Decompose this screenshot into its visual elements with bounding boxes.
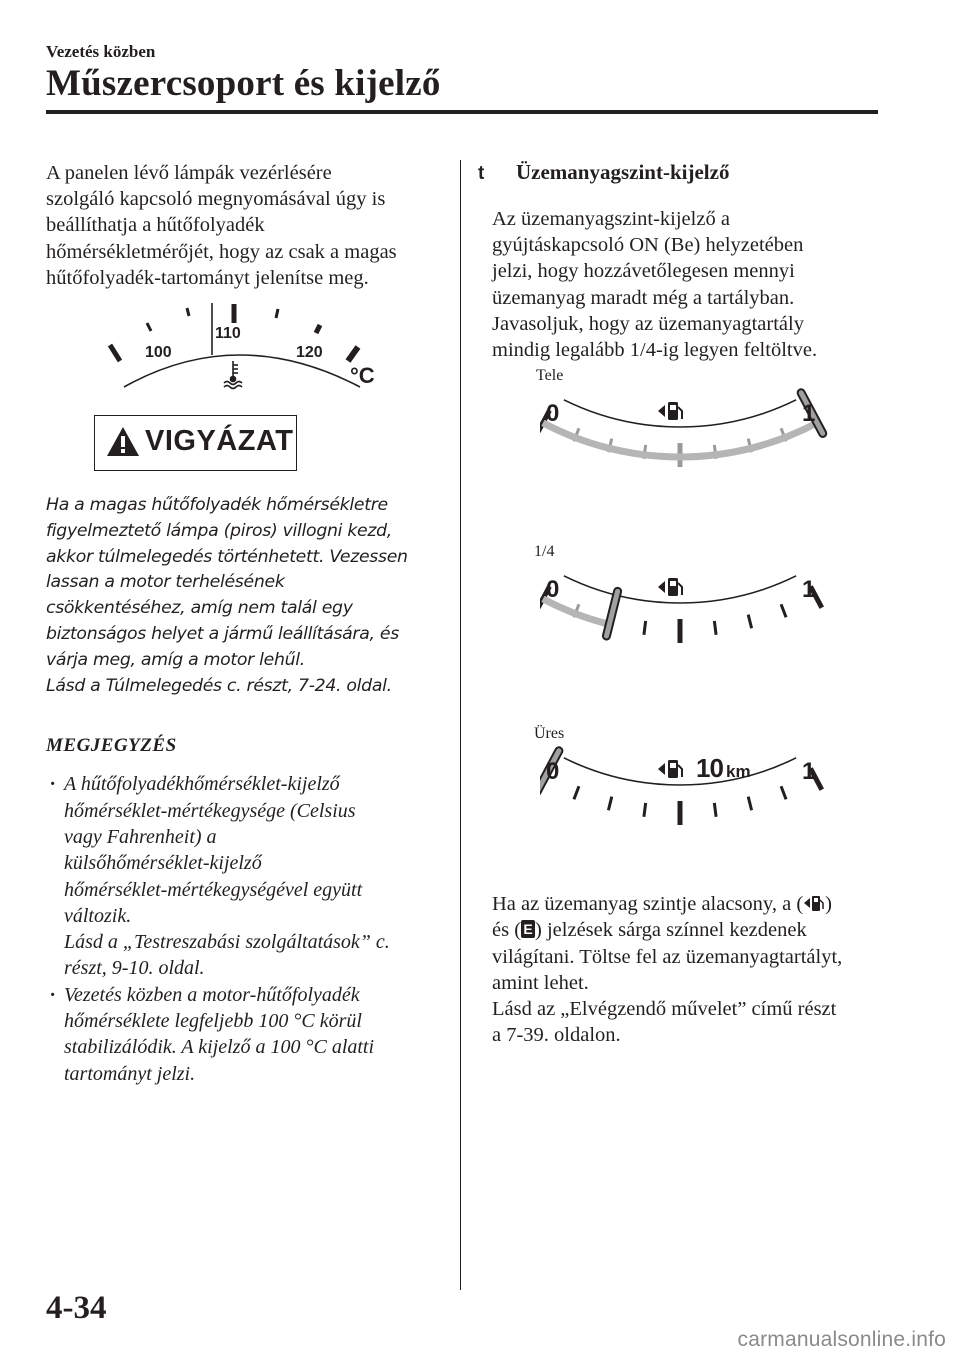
fuel-gauge-full (540, 385, 830, 493)
fuel-icon-window (670, 405, 676, 410)
fuel-gauge-label-full: Tele (536, 367, 564, 385)
note-list (46, 771, 446, 1087)
text-line: biztonságos helyet a jármű leállítására, és (46, 624, 399, 644)
gauge-arc (564, 576, 796, 603)
text-line: Lásd az „Elvégzendő művelet” című részt (492, 998, 837, 1021)
text-line: külsőhőmérséklet-kijelző (64, 852, 262, 875)
fuel-icon-body (668, 760, 678, 778)
fuel-pump-icon (658, 402, 682, 420)
coolant-intro-text (46, 160, 446, 291)
text-line: a 7-39. oldalon. (492, 1024, 621, 1047)
gauge-label-full-mark: 1 (802, 400, 816, 428)
fuel-gauge-label-empty: Üres (534, 725, 565, 743)
gauge-tick (608, 797, 611, 811)
text-line: · Vezetés közben a motor-hűtőfolyadék (64, 983, 360, 1006)
text-line: világítani. Töltse fel az üzemanyagtartályt, (492, 945, 843, 968)
fuel-icon-arrow (658, 763, 665, 775)
right-column (478, 160, 884, 1048)
text-line: szolgáló kapcsoló megnyomásával úgy is (46, 188, 386, 211)
caution-text (46, 493, 446, 699)
text-line: jelzi, hogy hozzávetőlegesen mennyi (492, 260, 795, 283)
fuel-icon-body (668, 578, 678, 596)
watermark: carmanualsonline.info (737, 1328, 946, 1351)
text-line: hőmérséklete legfeljebb 100 °C körül (64, 1010, 362, 1033)
fuel-intro-text (484, 206, 884, 363)
fuel-gauge-quarter (540, 561, 830, 669)
text-line: mindig legalább 1/4-ig legyen feltöltve. (492, 339, 818, 362)
text-line: lassan a motor terhelésének (46, 572, 285, 593)
text-line: beállíthatja a hűtőfolyadék (46, 214, 265, 237)
fuel-icon-window (670, 763, 676, 768)
text-line: akkor túlmelegedés történhetett. Vezessen (46, 546, 408, 567)
text-line: gyújtáskapcsoló ON (Be) helyzetében (492, 234, 804, 257)
text-line: Javasoljuk, hogy az üzemanyagtartály (492, 312, 804, 335)
range-unit: km (726, 762, 751, 782)
gauge-tick (781, 786, 786, 799)
gauge-tick (644, 803, 646, 817)
text-line: hűtőfolyadék-tartományt jelenítse meg. (46, 266, 369, 289)
caution-box (94, 415, 297, 471)
fuel-pump-icon (658, 578, 682, 596)
gauge-arc (564, 758, 796, 785)
gauge-tick (748, 797, 751, 811)
gauge-label-empty-mark: 0 (546, 576, 560, 604)
text-fragment: Ha az üzemanyag szintje alacsony, a ( (492, 893, 804, 916)
gauge-tick (714, 803, 716, 817)
fuel-gauge-empty (540, 743, 830, 851)
gauge-tick (644, 621, 646, 635)
heading-marker: t (478, 163, 485, 184)
fuel-icon-arrow (658, 581, 665, 593)
text-line: csökkentéséhez, amíg nem talál egy (46, 598, 353, 619)
text-line: Ha a magas hűtőfolyadék hőmérsékletre (46, 495, 388, 516)
note-item (46, 771, 446, 981)
heading-text: Üzemanyagszint-kijelző (516, 160, 730, 184)
fuel-gauge-heading (478, 160, 884, 190)
gauge-label-empty-mark: 0 (546, 758, 560, 786)
text-line: A panelen lévő lámpák vezérlésére (46, 162, 332, 184)
fuel-icon-hose (678, 583, 682, 595)
note-heading: MEGJEGYZÉS (46, 735, 177, 757)
gauge-label-empty-mark: 0 (546, 400, 560, 428)
gauge-tick (781, 604, 786, 617)
column-divider (460, 160, 461, 1290)
text-line (492, 891, 884, 917)
fuel-gauge-label-quarter: 1/4 (534, 543, 555, 561)
gauge-tick (714, 621, 716, 635)
temp-label-110: 110 (215, 325, 241, 343)
text-line: Lásd a „Testreszabási szolgáltatások” c. (64, 931, 390, 954)
e-symbol-letter: E (523, 921, 533, 938)
page-number: 4-34 (46, 1290, 107, 1326)
fuel-pump-icon (658, 760, 682, 778)
fuel-icon-hose (678, 407, 682, 419)
fuel-icon-hose (678, 765, 682, 777)
text-line: hőmérséklet-mértékegységével együtt (64, 878, 363, 901)
left-column (46, 160, 446, 1087)
text-line: hőmérsékletmérőjét, hogy az csak a magas (46, 240, 397, 263)
text-fragment: ) jelzések sárga színnel kezdenek (535, 919, 807, 942)
text-line: üzemanyag maradt még a tartályban. (492, 286, 795, 309)
gauge-label-full-mark: 1 (802, 758, 816, 786)
coolant-temperature-icon (224, 361, 242, 389)
fuel-icon-arrow (658, 405, 665, 417)
page-title: Műszercsoport és kijelző (46, 63, 441, 104)
fuel-pump-icon (803, 893, 825, 913)
fuel-icon-body (668, 402, 678, 420)
text-line: · A hűtőfolyadékhőmérséklet-kijelző (64, 773, 340, 796)
note-item (46, 982, 446, 1087)
e-symbol-icon (521, 919, 535, 939)
range-value: 10 (696, 753, 723, 784)
text-fragment: ) (825, 893, 832, 916)
text-line: stabilizálódik. A kijelző a 100 °C alatti (64, 1036, 375, 1059)
caution-title: VIGYÁZAT (145, 425, 294, 458)
text-line: vagy Fahrenheit) a (64, 825, 217, 848)
text-line: tartományt jelzi. (64, 1062, 196, 1085)
temp-label-120: 120 (296, 344, 323, 362)
temp-unit: °C (350, 363, 375, 389)
text-line: Lásd a Túlmelegedés c. részt, 7-24. oldal. (46, 675, 392, 696)
text-line: változik. (64, 904, 132, 927)
gauge-tick (748, 615, 751, 629)
gauge-tick (574, 786, 579, 799)
coolant-temperature-gauge (98, 303, 388, 399)
gauge-label-full-mark: 1 (802, 576, 816, 604)
title-rule (46, 110, 878, 114)
text-line: részt, 9-10. oldal. (64, 957, 205, 980)
text-line: Az üzemanyagszint-kijelző a (492, 208, 730, 230)
temp-label-100: 100 (145, 344, 172, 362)
fuel-icon-window (670, 581, 676, 586)
text-line: amint lehet. (492, 971, 589, 994)
text-line: figyelmeztető lámpa (piros) villogni kezd, (46, 520, 393, 541)
text-line: hőmérséklet-mértékegysége (Celsius (64, 799, 356, 822)
gauge-arc (564, 400, 796, 427)
fuel-outro-text (484, 891, 884, 1048)
text-line (492, 917, 884, 943)
text-line: várja meg, amíg a motor lehűl. (46, 649, 305, 670)
text-fragment: és ( (492, 919, 522, 942)
section-label: Vezetés közben (46, 42, 156, 61)
warning-triangle-icon (105, 425, 141, 459)
